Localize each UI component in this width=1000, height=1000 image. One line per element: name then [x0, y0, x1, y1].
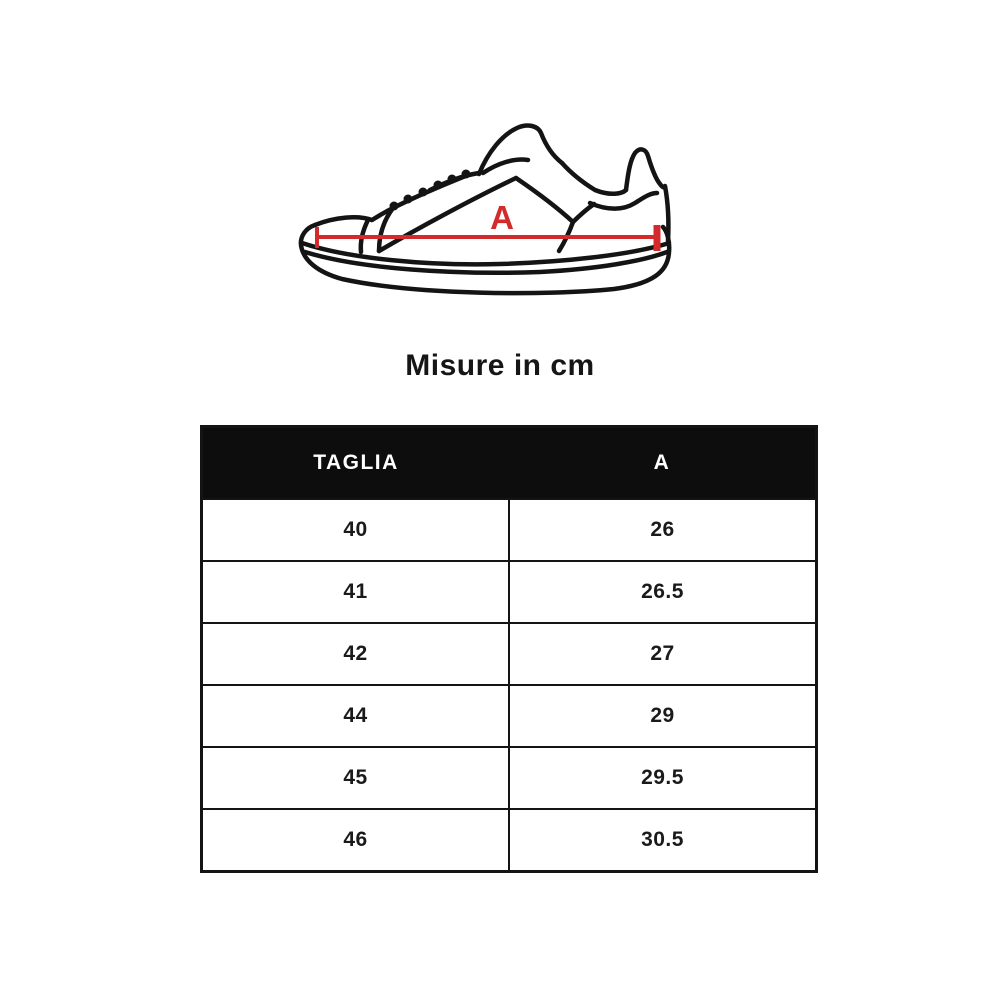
- table-header-row: [203, 428, 815, 498]
- page-title: Misure in cm: [405, 349, 595, 382]
- table-row: [203, 622, 815, 684]
- table-row: [203, 684, 815, 746]
- length-cell: 27: [508, 624, 815, 684]
- size-cell: 46: [343, 828, 368, 851]
- sneaker-diagram: [290, 105, 700, 310]
- table-row: [203, 560, 815, 622]
- size-cell: 42: [343, 642, 368, 665]
- measure-label: A: [490, 199, 514, 236]
- table-row: [203, 808, 815, 870]
- size-table: [200, 425, 818, 873]
- length-cell: 29.5: [508, 748, 815, 808]
- size-cell: 40: [343, 518, 368, 541]
- size-cell: 44: [343, 704, 368, 727]
- length-cell: 30.5: [508, 810, 815, 870]
- table-row: [203, 746, 815, 808]
- size-cell: 41: [343, 580, 368, 603]
- sneaker-outline: [301, 126, 669, 294]
- header-cell-a: A: [653, 451, 671, 474]
- length-cell: 29: [508, 686, 815, 746]
- table-row: [203, 498, 815, 560]
- size-cell: 45: [343, 766, 368, 789]
- length-cell: 26: [508, 500, 815, 560]
- header-cell-taglia: TAGLIA: [313, 451, 399, 474]
- measure-arrow: [317, 225, 658, 251]
- length-cell: 26.5: [508, 562, 815, 622]
